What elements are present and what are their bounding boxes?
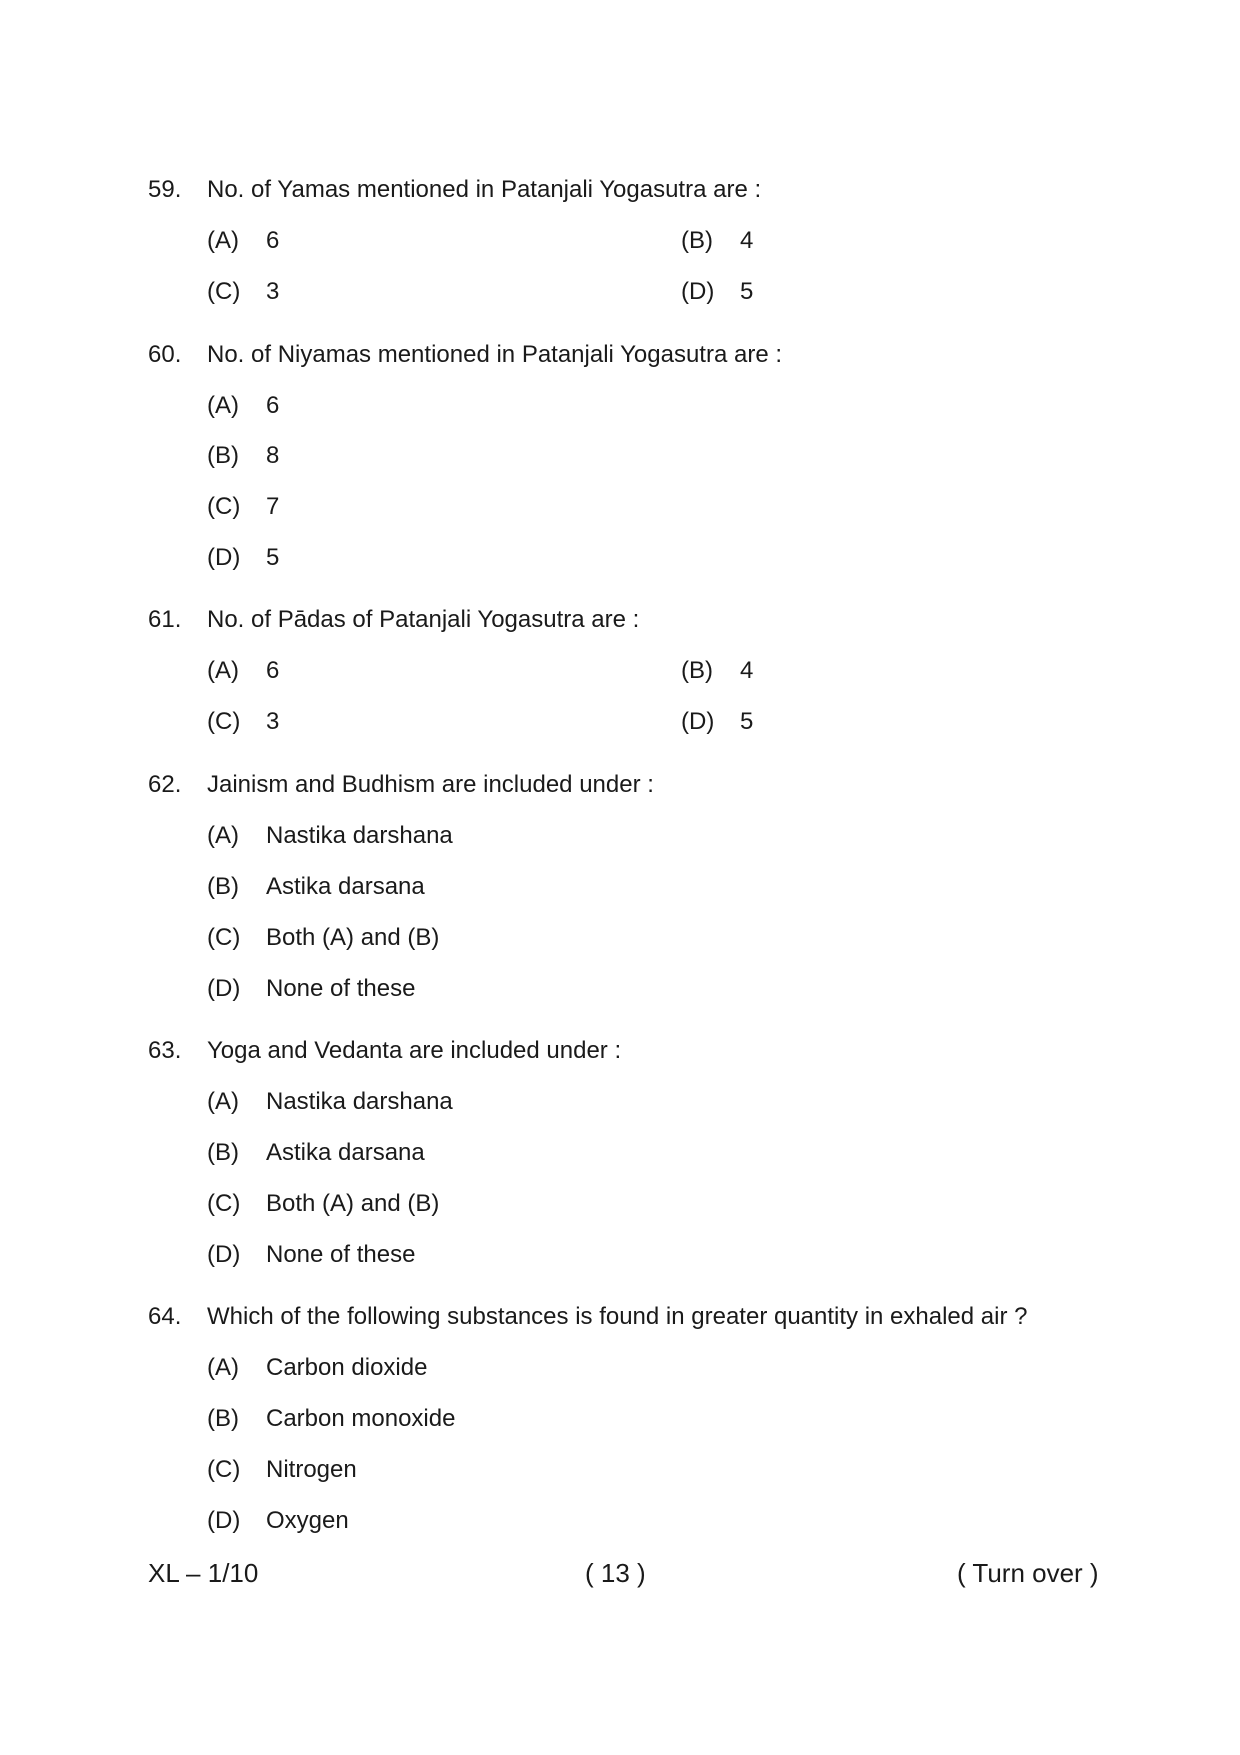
option-label: (C)	[207, 708, 241, 735]
option-label: (B)	[207, 442, 239, 469]
question-text: No. of Yamas mentioned in Patanjali Yogasutra are :	[207, 176, 762, 203]
option-label: (B)	[681, 227, 713, 254]
option-label: (C)	[207, 1456, 241, 1483]
question-number: 62.	[148, 771, 182, 798]
question-number: 59.	[148, 176, 182, 203]
option-value: Carbon monoxide	[266, 1405, 456, 1432]
option-value: None of these	[266, 1241, 416, 1268]
option-label: (A)	[207, 227, 239, 254]
option-label: (C)	[207, 493, 241, 520]
option-value: Nastika darshana	[266, 1088, 453, 1115]
option-value: 8	[266, 442, 280, 469]
option-label: (A)	[207, 392, 239, 419]
option-value: 5	[266, 544, 280, 571]
option-label: (D)	[207, 975, 241, 1002]
option-label: (D)	[207, 544, 241, 571]
option-value: 3	[266, 278, 280, 305]
question-text: Jainism and Budhism are included under :	[207, 771, 654, 798]
question-text: No. of Pādas of Patanjali Yogasutra are :	[207, 606, 640, 633]
option-value: Both (A) and (B)	[266, 924, 440, 951]
option-label: (D)	[681, 278, 715, 305]
paper-code: XL – 1/10	[148, 1558, 259, 1588]
option-value: 6	[266, 227, 280, 254]
question-number: 60.	[148, 341, 182, 368]
option-label: (B)	[207, 873, 239, 900]
option-value: Oxygen	[266, 1507, 349, 1534]
option-value: 4	[740, 657, 754, 684]
option-label: (A)	[207, 1354, 239, 1381]
question-number: 61.	[148, 606, 182, 633]
option-value: Both (A) and (B)	[266, 1190, 440, 1217]
option-value: 6	[266, 657, 280, 684]
option-value: 5	[740, 278, 754, 305]
question-text: No. of Niyamas mentioned in Patanjali Yogasutra are :	[207, 341, 783, 368]
question-number: 64.	[148, 1303, 182, 1330]
turn-over-note: ( Turn over )	[957, 1558, 1099, 1588]
option-label: (A)	[207, 657, 239, 684]
option-value: 4	[740, 227, 754, 254]
option-label: (B)	[681, 657, 713, 684]
option-label: (D)	[207, 1507, 241, 1534]
option-value: 6	[266, 392, 280, 419]
question-text: Which of the following substances is found in greater quantity in exhaled air ?	[207, 1303, 1028, 1330]
question-text: Yoga and Vedanta are included under :	[207, 1037, 622, 1064]
option-label: (D)	[681, 708, 715, 735]
option-label: (B)	[207, 1405, 239, 1432]
option-label: (C)	[207, 924, 241, 951]
option-value: Astika darsana	[266, 873, 425, 900]
option-label: (C)	[207, 278, 241, 305]
option-value: Carbon dioxide	[266, 1354, 428, 1381]
option-value: 3	[266, 708, 280, 735]
option-label: (D)	[207, 1241, 241, 1268]
option-value: 7	[266, 493, 280, 520]
option-value: None of these	[266, 975, 416, 1002]
option-label: (A)	[207, 1088, 239, 1115]
option-value: Astika darsana	[266, 1139, 425, 1166]
option-label: (C)	[207, 1190, 241, 1217]
option-value: 5	[740, 708, 754, 735]
option-label: (A)	[207, 822, 239, 849]
option-value: Nitrogen	[266, 1456, 357, 1483]
question-number: 63.	[148, 1037, 182, 1064]
option-label: (B)	[207, 1139, 239, 1166]
page-number: ( 13 )	[585, 1558, 646, 1588]
option-value: Nastika darshana	[266, 822, 453, 849]
